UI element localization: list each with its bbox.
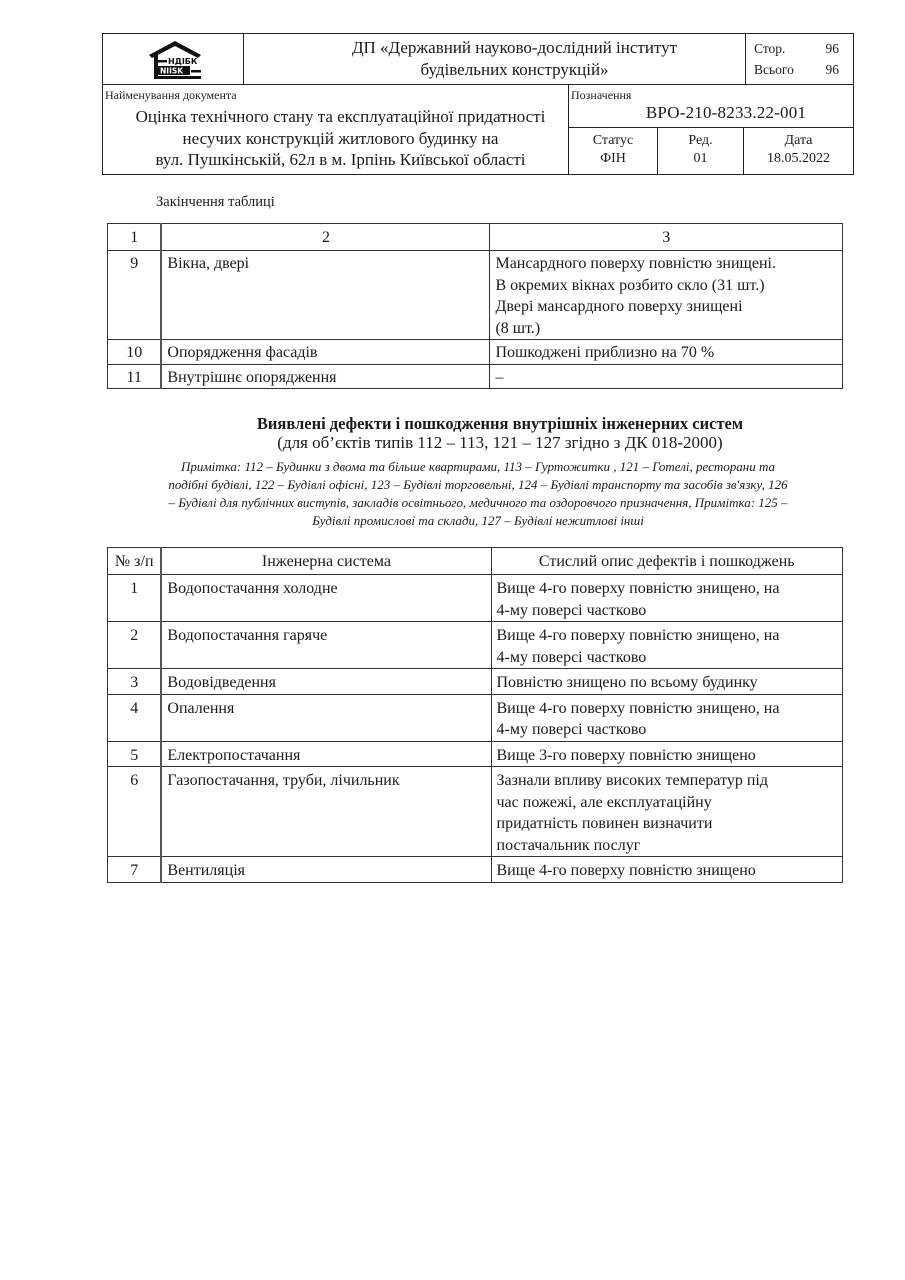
status-value: ФІН [600,151,626,166]
element-description [490,251,843,340]
note-line: – Будівлі для публічних виступів, закладів освітнього, медичного та оздоровчого призначення, Примітка: 125 – [168,495,788,510]
table-row [108,741,843,767]
element-name: Опорядження фасадів [161,340,490,365]
element-name: Внутрішнє опорядження [161,364,490,389]
document-name-line-3: вул. Пушкінській, 62л в м. Ірпінь Київської області [155,150,526,169]
description-line: 4-му поверсі частково [496,721,647,738]
system-name: Водовідведення [161,669,491,695]
note-line: подібні будівлі, 122 – Будівлі офісні, 123 – Будівлі торговельні, 124 – Будівлі транспорту та засобів зв'язку, 126 [168,477,788,492]
row-number: 9 [108,251,162,340]
description-line: постачальник послуг [496,836,641,854]
system-name: Газопостачання, труби, лічильник [161,767,491,857]
system-name: Водопостачання холодне [161,575,491,622]
system-description [491,575,843,622]
house-logo-icon [147,40,203,80]
document-name [103,102,568,171]
revision-label: Ред. [688,133,713,148]
system-description: Вище 4-го поверху повністю знищено [491,857,843,883]
system-description [491,767,843,857]
designation-value: ВРО-210-8233.22-001 [645,103,807,122]
row-number: 1 [108,575,162,622]
element-description: Пошкоджені приблизно на 70 % [490,340,843,365]
description-line: Вище 4-го поверху повністю знищено, на [496,699,780,717]
section-subtitle: (для об’єктів типів 112 – 113, 121 – 127 згідно з ДК 018-2000) [277,433,723,452]
column-header-system: Інженерна система [161,548,491,575]
date-value: 18.05.2022 [767,151,830,166]
status-cell [569,128,658,174]
designation-label: Позначення [571,88,632,102]
column-header: 1 [108,224,162,251]
page-label: Стор. [754,41,786,56]
column-header-number: № з/п [108,548,162,575]
table-row [108,575,843,622]
document-name-line-1: Оцінка технічного стану та експлуатаційної придатності [135,107,546,126]
revision-value: 01 [693,151,708,166]
section-note [103,458,853,530]
title-block [102,33,854,175]
column-header: 2 [161,224,490,251]
note-line: Примітка: 112 – Будинки з двома та більше квартирами, 113 – Гуртожитки , 121 – Готелі, ресторани та [180,459,776,474]
document-name-cell [103,85,569,174]
logo-cell [103,34,244,85]
system-name: Електропостачання [161,741,491,767]
structures-table [107,223,843,389]
designation-cell [569,85,853,128]
table-header-row [108,224,843,251]
description-line: (8 шт.) [495,319,541,337]
system-description [491,622,843,669]
row-number: 2 [108,622,162,669]
logo-bottom-text: NIISK [160,66,184,76]
table-caption: Закінчення таблиці [156,194,275,210]
description-line: придатність повинен визначити [496,815,713,832]
system-name: Водопостачання гаряче [161,622,491,669]
description-line: 4-му поверсі частково [496,648,647,666]
total-pages: 96 [825,62,839,77]
column-header-description: Стислий опис дефектів і пошкоджень [491,548,843,575]
description-line: Мансардного поверху повністю знищені. [495,255,776,272]
logo-top-text: НДІБК [168,57,198,66]
page-info-cell [746,34,853,85]
document-name-line-2: несучих конструкцій житлового будинку на [182,128,499,148]
description-line: В окремих вікнах розбито скло (31 шт.) [495,276,765,294]
status-label: Статус [592,133,634,148]
total-label: Всього [754,62,794,77]
row-number: 5 [108,741,162,767]
section-title: Виявлені дефекти і пошкодження внутрішніх інженерних систем [256,414,744,433]
system-description: Вище 3-го поверху повністю знищено [491,741,843,767]
table-row [108,669,843,695]
row-number: 10 [108,340,162,365]
revision-cell [658,128,744,174]
description-line: час пожежі, але експлуатаційну [496,793,712,811]
table-row [108,364,843,389]
table-row [108,340,843,365]
row-number: 7 [108,857,162,883]
row-number: 4 [108,694,162,741]
date-label: Дата [784,133,813,148]
description-line: Вище 4-го поверху повністю знищено, на [496,627,780,644]
table-row [108,857,843,883]
row-number: 6 [108,767,162,857]
row-number: 11 [108,364,162,389]
table-row [108,694,843,741]
table-row [108,251,843,340]
element-name: Вікна, двері [161,251,490,340]
table-row [108,622,843,669]
description-line: 4-му поверсі частково [496,601,647,619]
page-row [754,38,853,59]
system-description [491,694,843,741]
date-cell [744,128,853,174]
organization-line-2: будівельних конструкцій» [420,60,609,79]
page-number: 96 [825,41,839,56]
total-row [754,59,853,80]
system-name: Опалення [161,694,491,741]
system-name: Вентиляція [161,857,491,883]
column-header: 3 [490,224,843,251]
engineering-systems-table [107,547,843,883]
organization-line-1: ДП «Державний науково-дослідний інститут [351,38,678,57]
organization-cell [244,34,746,85]
element-description: – [490,364,843,389]
system-description: Повністю знищено по всьому будинку [491,669,843,695]
description-line: Зазнали впливу високих температур під [496,772,769,789]
note-line: Будівлі промислові та склади, 127 – Будівлі нежитлові інші [312,513,644,528]
table-header-row [108,548,843,575]
document-name-label: Найменування документа [105,88,237,102]
table-row [108,767,843,857]
description-line: Двері мансардного поверху знищені [495,298,743,315]
row-number: 3 [108,669,162,695]
description-line: Вище 4-го поверху повністю знищено, на [496,580,780,597]
